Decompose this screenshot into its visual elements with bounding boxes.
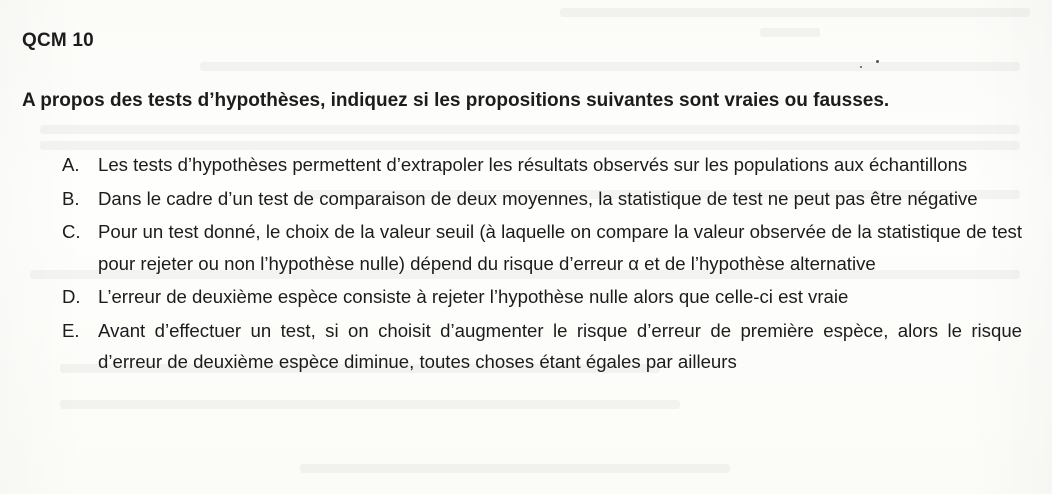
option-text: Pour un test donné, le choix de la valeur seuil (à laquelle on compare la valeur observée de la statistique de test pour rejeter ou non l’hypothèse nulle) dépend du risque d’erreur α et de l’hypothèse alternative [98,221,1022,274]
option-b [62,183,1022,215]
option-text: Avant d’effectuer un test, si on choisit d’augmenter le risque d’erreur de première espèce, alors le risque d’erreur de deuxième espèce diminue, toutes choses étant égales par ailleurs [98,319,1022,372]
question-prompt: A propos des tests d’hypothèses, indiquez si les propositions suivantes sont vraies ou fausses. [22,90,890,111]
option-letter: A. [62,154,80,175]
bleed-through-line [40,125,1020,134]
option-letter: B. [62,187,80,209]
question-title: QCM 10 [22,30,94,51]
bleed-through-line [760,28,820,37]
option-letter: D. [62,286,81,307]
bleed-through-line [60,400,680,409]
option-e [62,315,1022,378]
option-text: L’erreur de deuxième espèce consiste à rejeter l’hypothèse nulle alors que celle-ci est vraie [98,286,849,307]
option-list [62,149,1022,380]
option-letter: E. [62,319,80,341]
option-text: Dans le cadre d’un test de comparaison de deux moyennes, la statistique de test ne peut pas être négative [98,187,978,209]
scan-speck [860,66,862,68]
option-a [62,149,1022,181]
option-c [62,216,1022,279]
option-letter: C. [62,221,81,242]
option-text: Les tests d’hypothèses permettent d’extrapoler les résultats observés sur les populations aux échantillons [98,154,968,175]
bleed-through-line [300,464,730,473]
bleed-through-line [560,8,1030,17]
scan-speck [876,60,879,63]
option-d [62,281,1022,313]
bleed-through-line [200,62,1020,71]
